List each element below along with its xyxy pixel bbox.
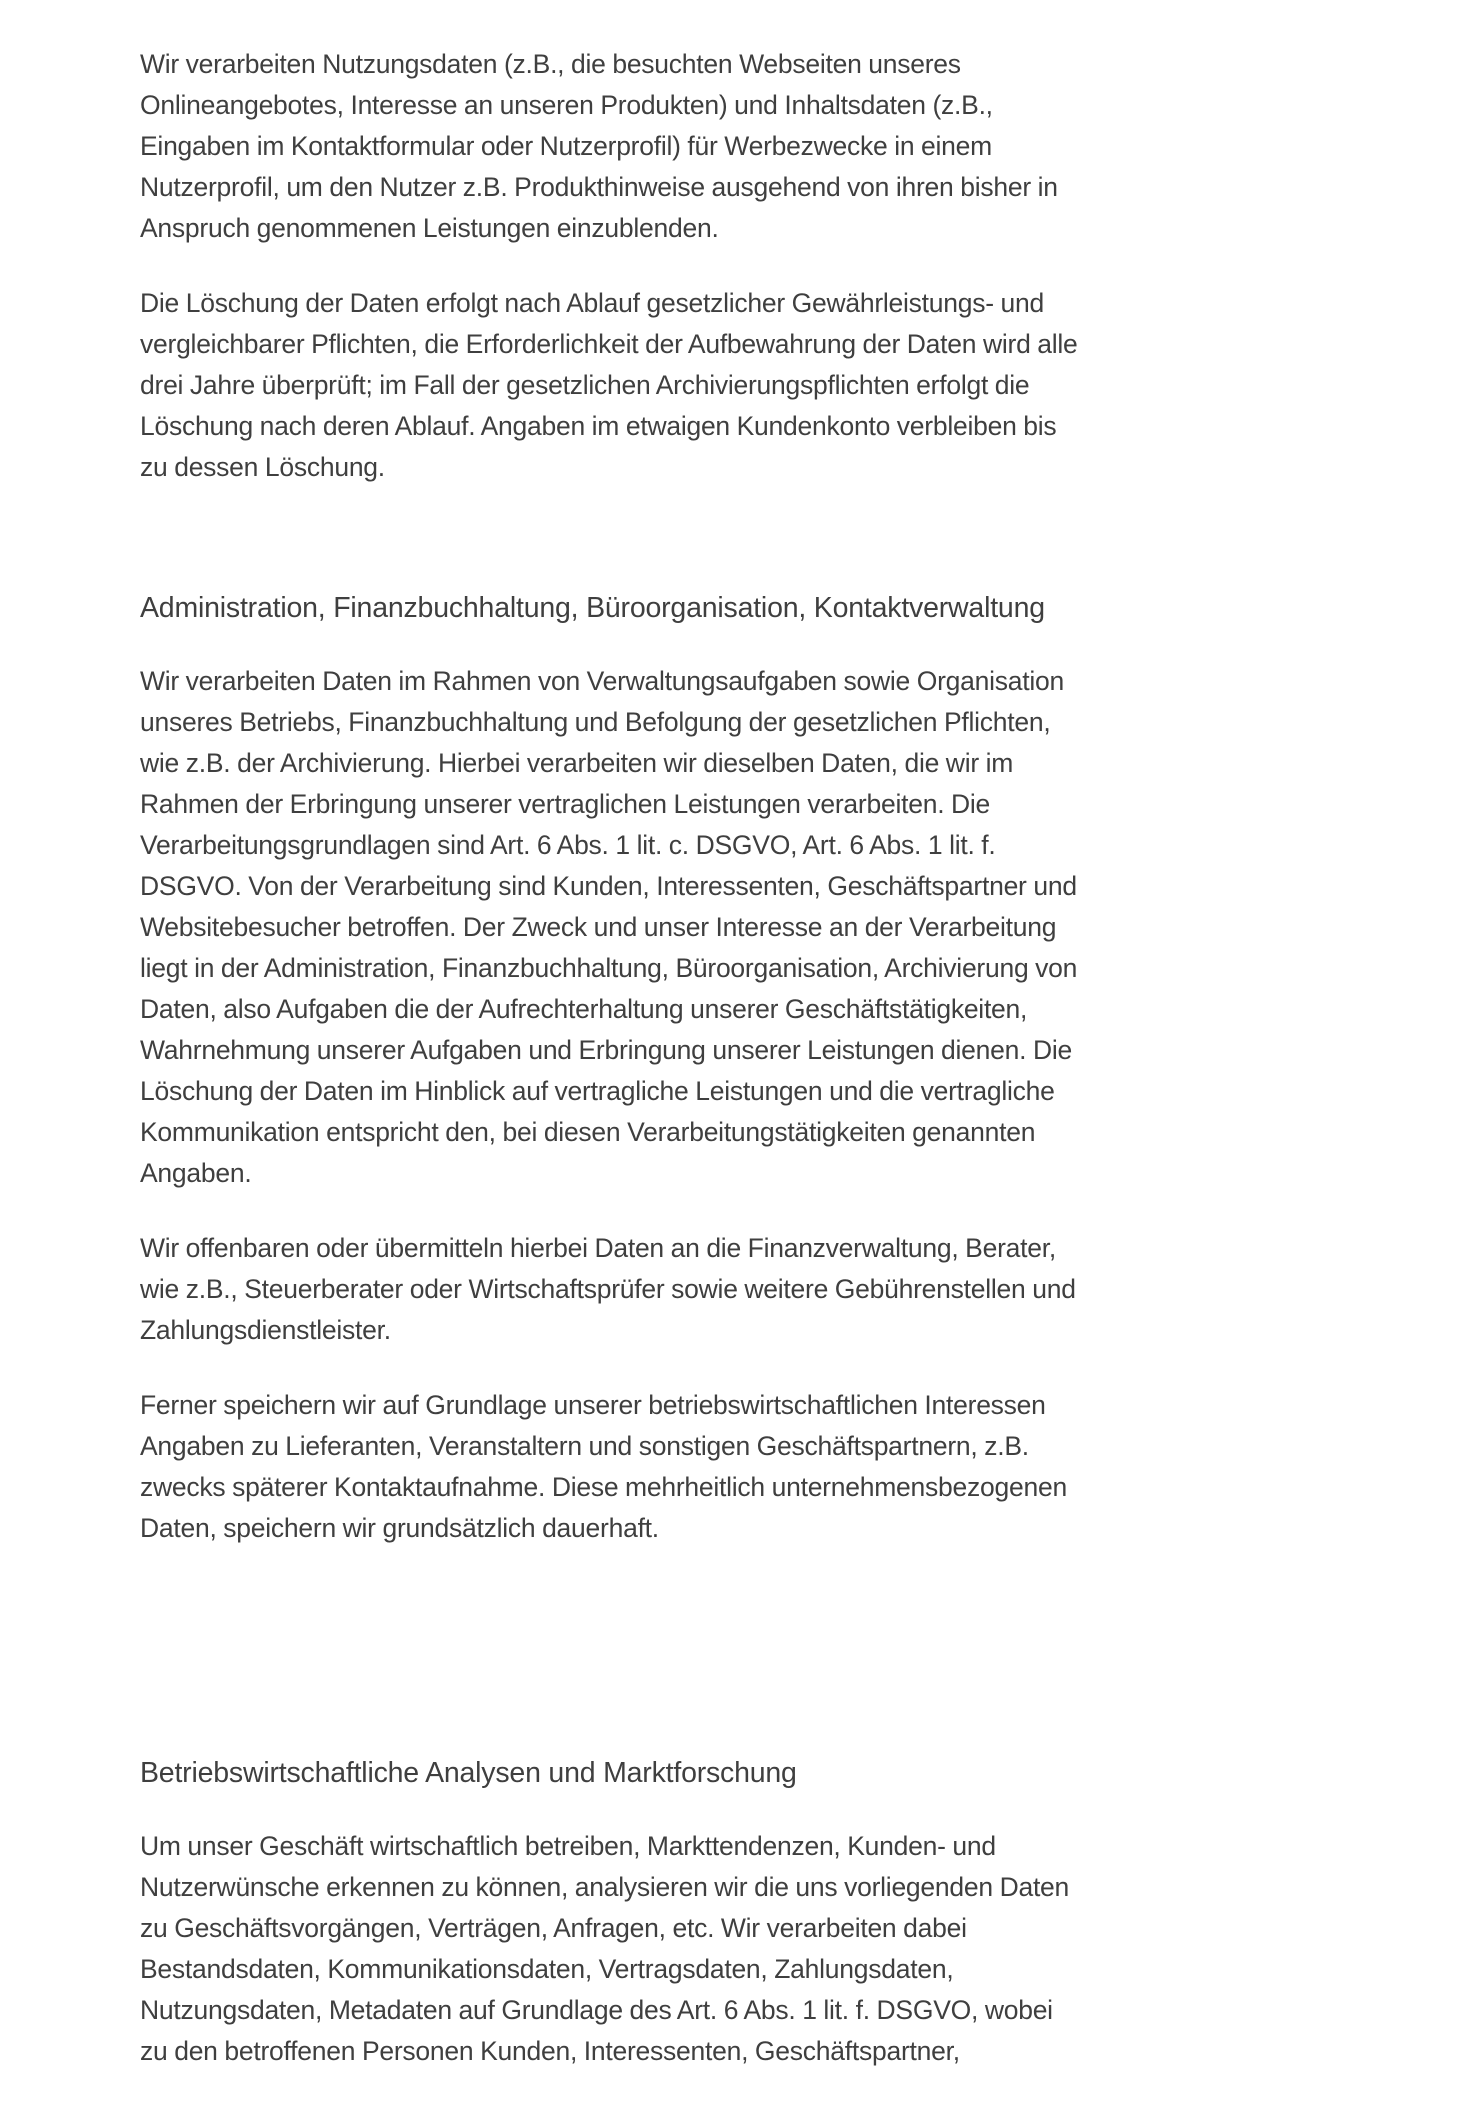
- heading-betriebswirtschaftliche-analysen: Betriebswirtschaftliche Analysen und Marktforschung: [140, 1757, 797, 1789]
- paragraph-offenbarung-finanzverwaltung: Wir offenbaren oder übermitteln hierbei Daten an die Finanzverwaltung, Berater, wie z.B., Steuerberater oder Wirtschaftsprüfer sowie weitere Gebührenstellen und Zahlungsdienstleister.: [140, 1233, 1076, 1345]
- section-spacer-2: [140, 1583, 1085, 1753]
- paragraph-nutzungsdaten: Wir verarbeiten Nutzungsdaten (z.B., die besuchten Webseiten unseres Onlineangebotes, Interesse an unseren Produkten) und Inhaltsdaten (z.B., Eingaben im Kontaktformular oder Nutzerprofil) für Werbezwecke in einem Nutzerprofil, um den Nutzer z.B. Produkthinweise ausgehend von ihren bisher in Anspruch genommenen Leistungen einzublenden.: [140, 49, 1058, 243]
- paragraph-verwaltungsaufgaben: Wir verarbeiten Daten im Rahmen von Verwaltungsaufgaben sowie Organisation unseres Betriebs, Finanzbuchhaltung und Befolgung der gesetzlichen Pflichten, wie z.B. der Archivierung. Hierbei verarbeiten wir dieselben Daten, die wir im Rahmen der Erbringung unserer vertraglichen Leistungen verarbeiten. Die Verarbeitungsgrundlagen sind Art. 6 Abs. 1 lit. c. DSGVO, Art. 6 Abs. 1 lit. f. DSGVO. Von der Verarbeitung sind Kunden, Interessenten, Geschäftspartner und Websitebesucher betroffen. Der Zweck und unser Interesse an der Verarbeitung liegt in der Administration, Finanzbuchhaltung, Büroorganisation, Archivierung von Daten, also Aufgaben die der Aufrechterhaltung unserer Geschäftstätigkeiten, Wahrnehmung unserer Aufgaben und Erbringung unserer Leistungen dienen. Die Löschung der Daten im Hinblick auf vertragliche Leistungen und die vertragliche Kommunikation entspricht den, bei diesen Verarbeitungstätigkeiten genannten Angaben.: [140, 666, 1078, 1188]
- paragraph-lieferanten-speicherung: Ferner speichern wir auf Grundlage unserer betriebswirtschaftlichen Interessen Angaben zu Lieferanten, Veranstaltern und sonstigen Geschäftspartnern, z.B. zwecks späterer Kontaktaufnahme. Diese mehrheitlich unternehmensbezogenen Daten, speichern wir grundsätzlich dauerhaft.: [140, 1390, 1067, 1543]
- heading-administration: Administration, Finanzbuchhaltung, Büroorganisation, Kontaktverwaltung: [140, 592, 1045, 624]
- document-content: [140, 44, 1085, 2106]
- section-spacer-1: [140, 522, 1085, 588]
- paragraph-loeschung-daten: Die Löschung der Daten erfolgt nach Ablauf gesetzlicher Gewährleistungs- und vergleichbarer Pflichten, die Erforderlichkeit der Aufbewahrung der Daten wird alle drei Jahre überprüft; im Fall der gesetzlichen Archivierungspflichten erfolgt die Löschung nach deren Ablauf. Angaben im etwaigen Kundenkonto verbleiben bis zu dessen Löschung.: [140, 288, 1078, 482]
- paragraph-marktforschung: Um unser Geschäft wirtschaftlich betreiben, Markttendenzen, Kunden- und Nutzerwünsche erkennen zu können, analysieren wir die uns vorliegenden Daten zu Geschäftsvorgängen, Verträgen, Anfragen, etc. Wir verarbeiten dabei Bestandsdaten, Kommunikationsdaten, Vertragsdaten, Zahlungsdaten, Nutzungsdaten, Metadaten auf Grundlage des Art. 6 Abs. 1 lit. f. DSGVO, wobei zu den betroffenen Personen Kunden, Interessenten, Geschäftspartner,: [140, 1831, 1070, 2066]
